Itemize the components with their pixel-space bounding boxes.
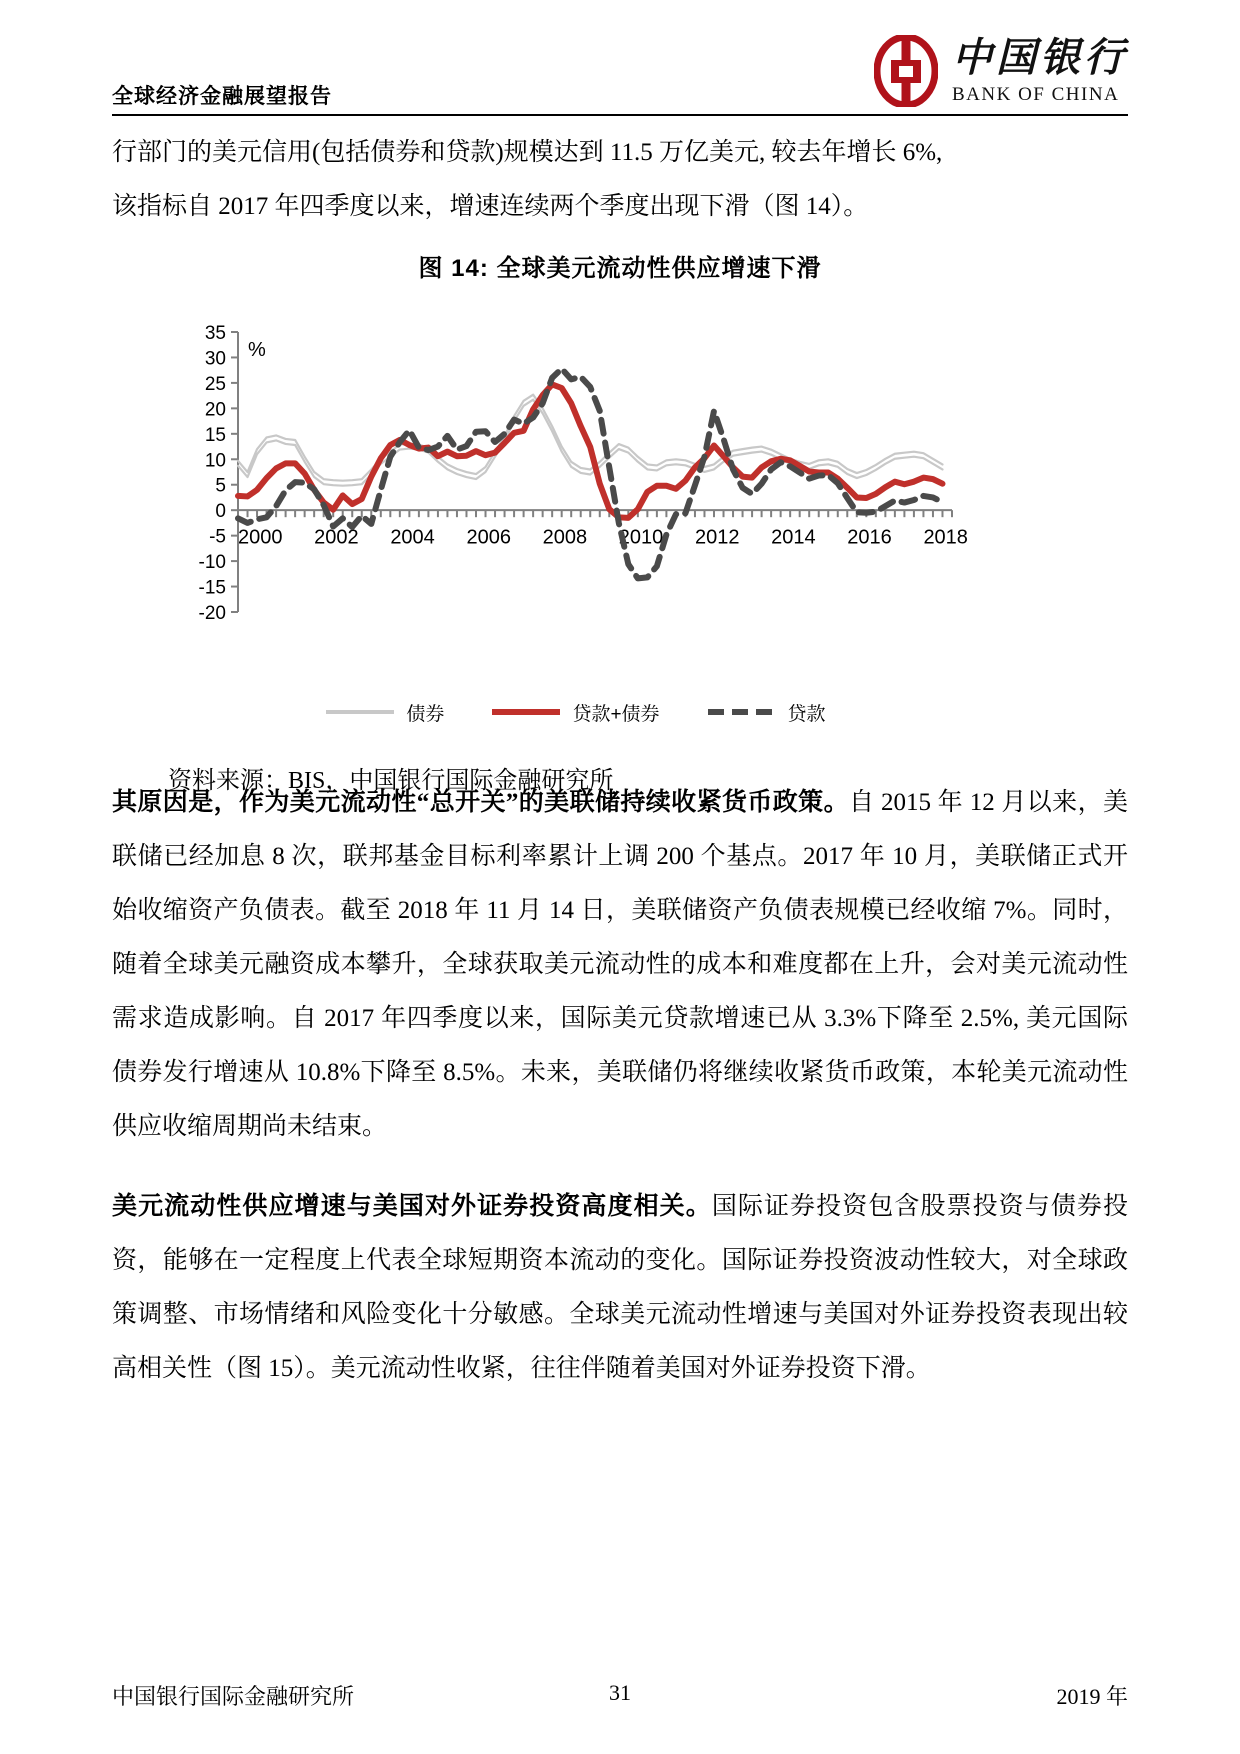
svg-text:15: 15 bbox=[204, 424, 226, 446]
boc-name-en: BANK OF CHINA bbox=[952, 84, 1120, 105]
chart-legend bbox=[180, 692, 970, 732]
svg-text:2012: 2012 bbox=[694, 526, 740, 549]
report-title: 全球经济金融展望报告 bbox=[112, 85, 332, 108]
paragraph-continuation-line1: 行部门的美元信用(包括债券和贷款)规模达到 11.5 万亿美元, 较去年增长 6%, bbox=[112, 139, 943, 166]
svg-text:-5: -5 bbox=[209, 526, 226, 548]
svg-text:%: % bbox=[248, 339, 266, 361]
legend-label-loans-plus-bonds: 贷款+债券 bbox=[572, 703, 660, 725]
boc-name-cn: 中国银行 bbox=[952, 35, 1128, 80]
legend-item-loans-plus-bonds bbox=[490, 699, 659, 726]
svg-text:2006: 2006 bbox=[466, 526, 511, 549]
figure-14-chart bbox=[180, 316, 970, 676]
svg-text:2000: 2000 bbox=[238, 526, 283, 549]
svg-text:20: 20 bbox=[204, 399, 226, 421]
paragraph-portfolio-investment-body: 国际证券投资包含股票投资与债券投资，能够在一定程度上代表全球短期资本流动的变化。国际证券投资波动性较大，对全球政策调整、市场情绪和风险变化十分敏感。全球美元流动性增速与美国对外证券投资表现出较高相关性（图 15）。美元流动性收紧，往往伴随着美国对外证券投资下滑。 bbox=[112, 1193, 1128, 1382]
boc-emblem-icon bbox=[874, 35, 938, 107]
svg-text:2002: 2002 bbox=[314, 526, 359, 549]
paragraph-fed-tightening-lead: 其原因是，作为美元流动性“总开关”的美联储持续收紧货币政策。 bbox=[112, 789, 849, 816]
svg-text:5: 5 bbox=[215, 475, 226, 497]
legend-label-loans: 贷款 bbox=[787, 703, 826, 725]
footer-institute: 中国银行国际金融研究所 bbox=[112, 1684, 355, 1709]
paragraph-fed-tightening bbox=[112, 776, 1128, 1154]
paragraph-fed-tightening-body: 自 2015 年 12 月以来，美联储已经加息 8 次，联邦基金目标利率累计上调 200 个基点。2017 年 10 月，美联储正式开始收缩资产负债表。截至 2018 年 11 月 14 日，美联储资产负债表规模已经收缩 7%。同时，随着全球美元融资成本攀升，全球获取美元流动性的成本和难度都在上升，会对美元流动性需求造成影响。自 2017 年四季度以来，国际美元贷款增速已从 3.3%下降至 2.5%, 美元国际债券发行增速从 10.8%下降至 8.5%。未来，美联储仍将继续收紧货币政策，本轮美元流动性供应收缩周期尚未结束。 bbox=[112, 789, 1128, 1140]
svg-text:-20: -20 bbox=[198, 603, 226, 624]
boc-wordmark bbox=[952, 35, 1128, 105]
legend-swatch-bonds bbox=[324, 706, 396, 718]
svg-text:2004: 2004 bbox=[390, 526, 435, 549]
legend-label-bonds: 债券 bbox=[406, 703, 445, 725]
footer-page-number: 31 bbox=[609, 1680, 631, 1705]
page-header bbox=[112, 28, 1128, 116]
svg-text:2016: 2016 bbox=[847, 526, 892, 549]
svg-text:2014: 2014 bbox=[771, 526, 816, 549]
svg-text:10: 10 bbox=[204, 450, 226, 472]
svg-text:-10: -10 bbox=[198, 552, 226, 574]
svg-text:0: 0 bbox=[215, 501, 226, 523]
legend-swatch-loans bbox=[706, 706, 778, 718]
footer-year: 2019 年 bbox=[1056, 1684, 1128, 1709]
svg-text:30: 30 bbox=[204, 348, 226, 370]
paragraph-portfolio-investment bbox=[112, 1180, 1128, 1396]
page-footer bbox=[112, 1680, 1128, 1714]
legend-item-bonds bbox=[324, 699, 444, 726]
svg-text:2008: 2008 bbox=[542, 526, 588, 549]
header-divider bbox=[112, 114, 1128, 116]
figure-title: 图 14: 全球美元流动性供应增速下滑 bbox=[418, 255, 822, 282]
legend-item-loans bbox=[706, 699, 826, 726]
svg-text:35: 35 bbox=[204, 323, 226, 344]
paragraph-continuation-line2: 该指标自 2017 年四季度以来，增速连续两个季度出现下滑（图 14）。 bbox=[112, 193, 869, 220]
figure-source: 资料来源：BIS，中国银行国际金融研究所 bbox=[168, 768, 614, 794]
svg-text:2018: 2018 bbox=[923, 526, 968, 549]
paragraph-portfolio-investment-lead: 美元流动性供应增速与美国对外证券投资高度相关。 bbox=[112, 1193, 712, 1220]
svg-text:-15: -15 bbox=[198, 577, 226, 599]
bank-of-china-logo bbox=[874, 32, 1128, 110]
svg-text:25: 25 bbox=[204, 373, 226, 395]
svg-text:2010: 2010 bbox=[618, 526, 664, 549]
legend-swatch-loans-plus-bonds bbox=[490, 706, 562, 718]
